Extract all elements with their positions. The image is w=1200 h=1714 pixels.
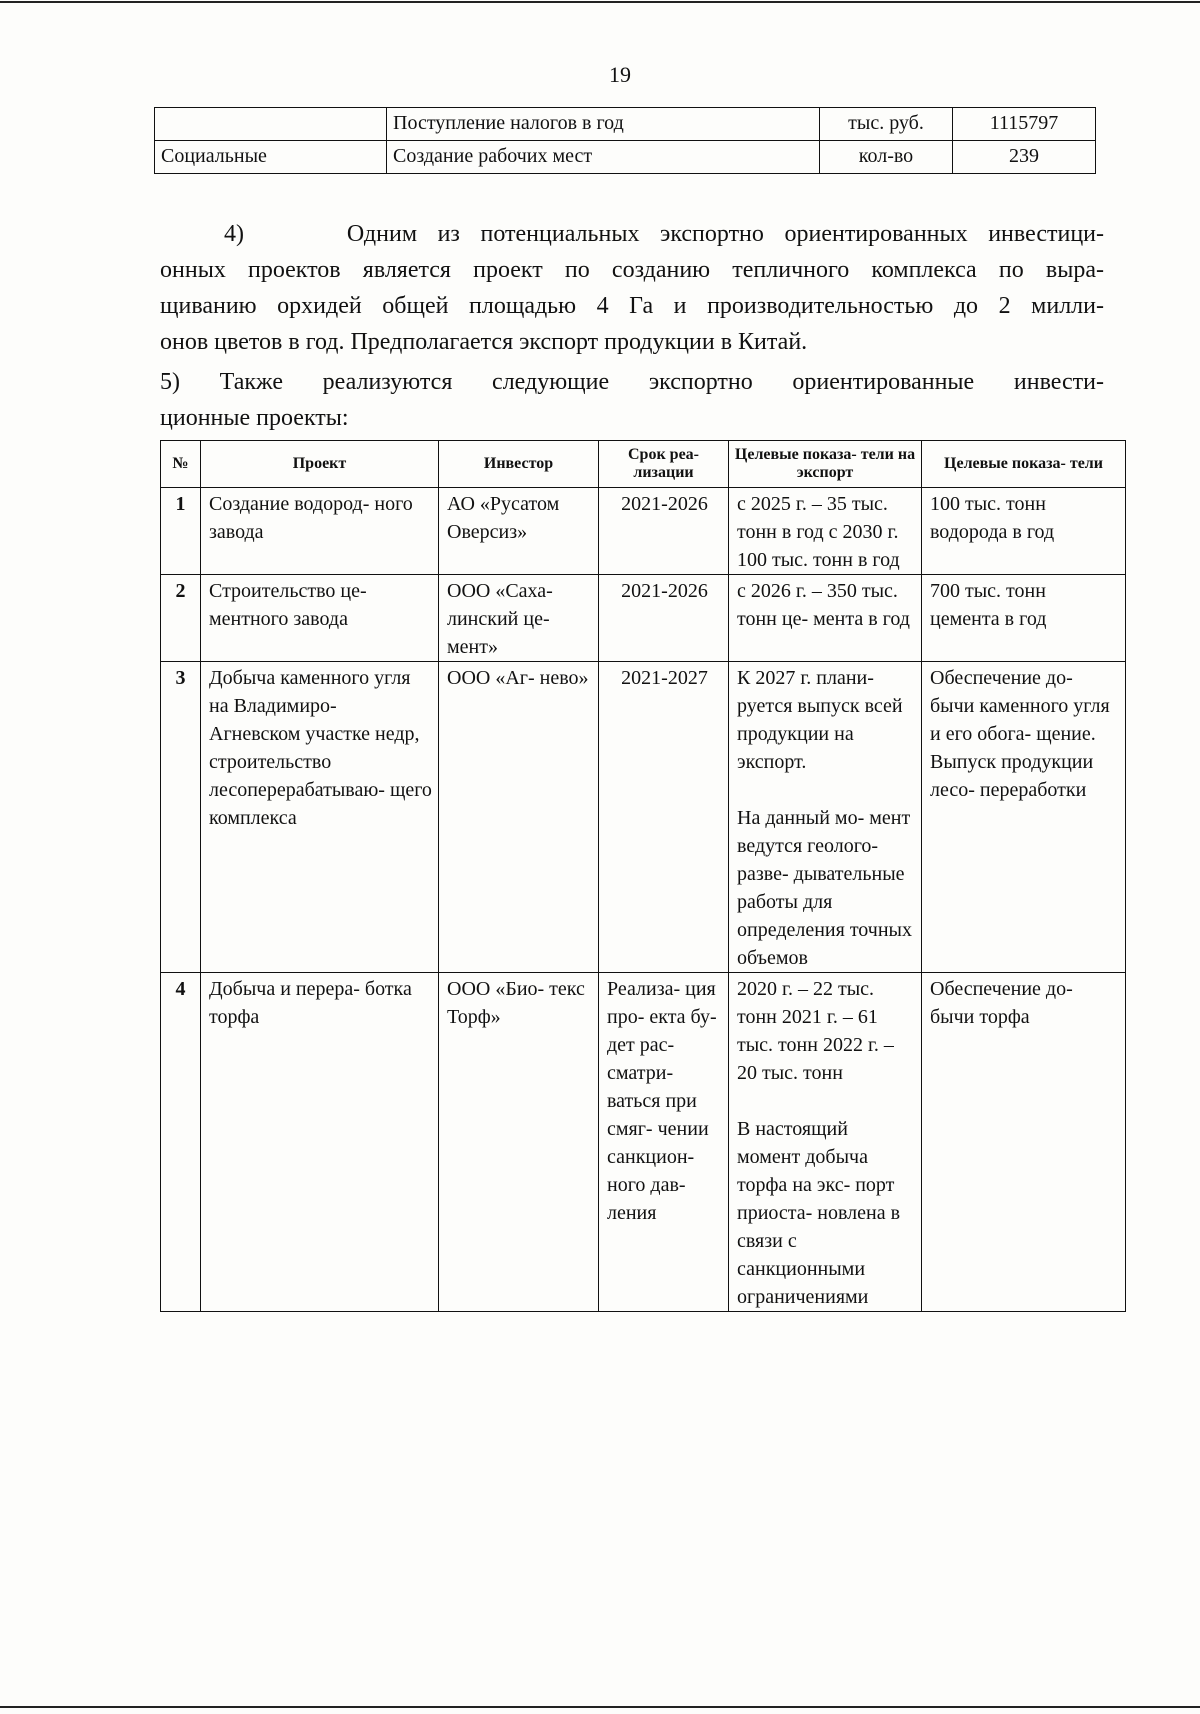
paragraph-line: онных проектов является проект по созданию тепличного комплекса по выра- <box>160 257 1104 283</box>
category-cell <box>155 108 387 141</box>
row-number: 2 <box>161 575 201 662</box>
investor-cell: ООО «Био- текс Торф» <box>439 973 599 1312</box>
bottom-edge-rule <box>0 1706 1200 1708</box>
value-cell: 239 <box>953 141 1096 174</box>
unit-cell: тыс. руб. <box>820 108 953 141</box>
page-number: 19 <box>609 62 631 87</box>
term-cell: 2021-2027 <box>599 662 729 973</box>
column-header-targets: Целевые показа- тели <box>922 441 1126 488</box>
targets-cell: 100 тыс. тонн водорода в год <box>922 488 1126 575</box>
investor-cell: ООО «Саха- линский це- мент» <box>439 575 599 662</box>
targets-cell: Обеспечение до- бычи каменного угля и его обога- щение. Выпуск продукции лесо- переработки <box>922 662 1126 973</box>
paragraph-line: щиванию орхидей общей площадью 4 Га и производительностью до 2 милли- <box>160 293 1104 319</box>
paragraph-line: онов цветов в год. Предполагается экспорт продукции в Китай. <box>160 329 808 355</box>
export-targets-note: На данный мо- мент ведутся геолого-разве- дывательные работы для определения точных объемов <box>737 807 912 969</box>
table-row <box>161 575 1126 662</box>
column-header-investor: Инвестор <box>439 441 599 488</box>
indicator-cell: Создание рабочих мест <box>387 141 820 174</box>
table-row <box>161 488 1126 575</box>
export-targets-cell: с 2026 г. – 350 тыс. тонн це- мента в год <box>729 575 922 662</box>
term-cell: 2021-2026 <box>599 488 729 575</box>
top-edge-rule <box>0 1 1200 3</box>
paragraph-line: ционные проекты: <box>160 405 349 431</box>
value-cell: 1115797 <box>953 108 1096 141</box>
unit-cell: кол-во <box>820 141 953 174</box>
column-header-project: Проект <box>201 441 439 488</box>
projects-table <box>160 440 1126 1312</box>
table-row <box>155 141 1096 174</box>
export-targets-text: 2020 г. – 22 тыс. тонн 2021 г. – 61 тыс. тонн 2022 г. – 20 тыс. тонн <box>737 978 894 1084</box>
export-targets-cell <box>729 662 922 973</box>
paragraph-5 <box>160 364 1104 436</box>
category-cell: Социальные <box>155 141 387 174</box>
column-header-term: Срок реа- лизации <box>599 441 729 488</box>
table-row <box>161 973 1126 1312</box>
row-number: 3 <box>161 662 201 973</box>
term-cell: Реализа- ция про- екта бу- дет рас- сматри- ваться при смяг- чении санкцион- ного дав- ления <box>599 973 729 1312</box>
project-cell: Создание водород- ного завода <box>201 488 439 575</box>
term-cell: 2021-2026 <box>599 575 729 662</box>
targets-cell: 700 тыс. тонн цемента в год <box>922 575 1126 662</box>
project-cell: Добыча каменного угля на Владимиро- Агневском участке недр, строительство лесоперерабатываю- щего комплекса <box>201 662 439 973</box>
project-cell: Строительство це- ментного завода <box>201 575 439 662</box>
table-header-row <box>161 441 1126 488</box>
row-number: 4 <box>161 973 201 1312</box>
export-targets-cell <box>729 973 922 1312</box>
project-cell: Добыча и перера- ботка торфа <box>201 973 439 1312</box>
export-targets-note: В настоящий момент добыча торфа на экс- порт приоста- новлена в связи с санкционными ограничениями <box>737 1118 901 1308</box>
paragraph-line: 5) Также реализуются следующие экспортно ориентированные инвести- <box>160 369 1104 395</box>
table-row <box>161 662 1126 973</box>
paragraph-line: 4) Одним из потенциальных экспортно ориентированных инвестици- <box>224 221 1105 247</box>
row-number: 1 <box>161 488 201 575</box>
targets-cell: Обеспечение до- бычи торфа <box>922 973 1126 1312</box>
export-targets-text: К 2027 г. плани- руется выпуск всей продукции на экспорт. <box>737 667 903 773</box>
investor-cell: АО «Русатом Оверсиз» <box>439 488 599 575</box>
paragraph-4 <box>160 216 1104 360</box>
column-header-export-targets: Целевые показа- тели на экспорт <box>729 441 922 488</box>
column-header-num: № <box>161 441 201 488</box>
export-targets-cell: с 2025 г. – 35 тыс. тонн в год с 2030 г. 100 тыс. тонн в год <box>729 488 922 575</box>
table-row <box>155 108 1096 141</box>
indicators-table <box>154 107 1096 174</box>
indicator-cell: Поступление налогов в год <box>387 108 820 141</box>
paragraph-number: 4) <box>224 221 244 247</box>
investor-cell: ООО «Аг- нево» <box>439 662 599 973</box>
